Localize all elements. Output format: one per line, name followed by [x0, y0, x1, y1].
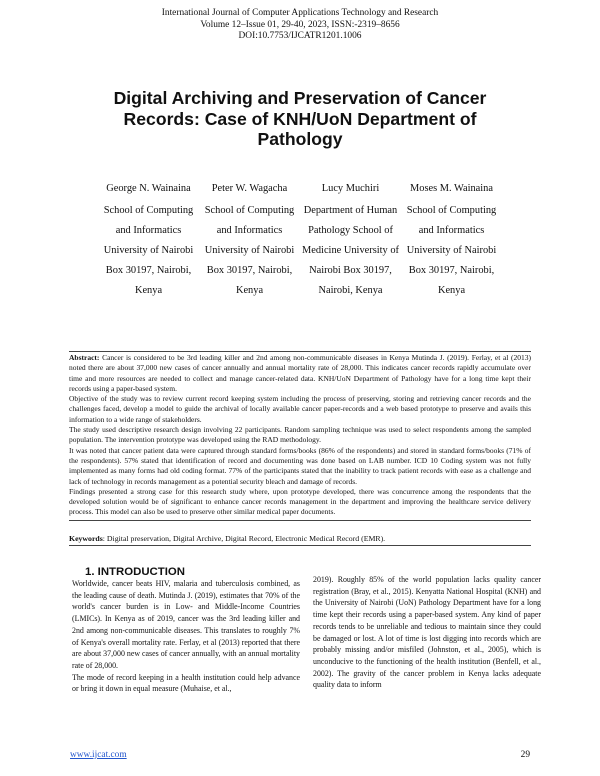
author-name: Lucy Muchiri: [321, 183, 380, 194]
body-paragraph: 2019). Roughly 85% of the world population lacks quality cancer registration (Bray, et al., 2015). Kenyatta National Hospital (KNH) and the University of Nairobi (UoN) Pathology Department have for a long time kept their records using a paper-based system. Any kind of paper records tends to be unreliable and tedious to maintain since they could be damaged or lost. A lot of time is lost digging into records which are probably missing and/or misfiled (Johnston, et al., 2005), which is unconducive to the functioning of the health institution (Benfell, et al., 2002). The gravity of the cancer problem in Kenya lacks adequate quality data to inform: [313, 575, 541, 690]
abstract-paragraph: It was noted that cancer patient data were captured through standard forms/books (86% of the respondents) and stored in standard forms/books (71% of the respondents). 57% stated that identification of record and documenting was done based on LAB number. ICD 10 Coding system was not fully implemented as many forms had old coding format. 77% of the participants stated that the inability to track patient records with ease as a challenge and lack of technology in records management as a potential security bleach and damage of records.: [69, 445, 531, 486]
author-name: George N. Wainaina: [106, 183, 191, 194]
journal-volume: Volume 12–Issue 01, 29-40, 2023, ISSN:-2319–8656: [200, 19, 400, 30]
author-affiliation: Department of Human Pathology School of Medicine University of Nairobi Box 30197, Nairobi, Kenya: [302, 205, 399, 296]
keywords-text: : Digital preservation, Digital Archive, Digital Record, Electronic Medical Record (EMR).: [102, 534, 386, 543]
abstract-paragraph: Objective of the study was to review current record keeping system including the process of preserving, storing and retrieving cancer records and the challenges faced, develop a model to guide the archival of locally available cancer paper-records and a web based prototype to preserve and avails this information to a wide range of stakeholders.: [69, 394, 531, 424]
left-column: [72, 578, 300, 695]
journal-header: [0, 8, 600, 43]
keywords-label: Keywords: [69, 534, 103, 543]
paper-title: Digital Archiving and Preservation of Cancer Records: Case of KNH/UoN Department of Pathology: [113, 88, 487, 149]
abstract-section: [69, 351, 531, 521]
journal-doi: DOI:10.7753/IJCATR1201.1006: [238, 31, 362, 41]
author-affiliation: School of Computing and Informatics University of Nairobi Box 30197, Nairobi, Kenya: [204, 205, 295, 296]
body-paragraph: Worldwide, cancer beats HIV, malaria and tuberculosis combined, as the leading cause of death. Mutinda J. (2019), estimates that 70% of the world's cancer burden is in Low- and Middle-Income Countries (LMICs). In Kenya as of 2019, cancer was the 3rd leading killer and 2nd among non-communicable diseases. This translates to roughly 7% of Kenya's overall mortality rate. Ferlay, et al (2013) reported that there are about 37,000 new cases of cancer annually, with an annual mortality rate of 28,000.: [72, 579, 300, 670]
abstract-label: Abstract:: [69, 353, 100, 362]
abstract-paragraph: Findings presented a strong case for this research study where, upon prototype developed, there was concurrence among the respondents that the developed solution would be of significant to enhance cancer records management in the department and improving the healthcare service delivery process. This model can also be used to preserve other similar medical paper documents.: [69, 486, 531, 517]
abstract-paragraph: Cancer is considered to be 3rd leading killer and 2nd among non-communicable diseases in Kenya Mutinda J. (2019). Ferlay, et al (2013) noted there are about 37,000 new cases of cancer annually and annual mortality rate of 28,000. This indicates cancer records rapidly accumulate over time and more resources are needed to collect and manage cancer-related data. KNH/UoN Department of Pathology have for a long time kept their records using a paper-based system.: [69, 353, 532, 393]
right-column: [313, 574, 541, 691]
journal-name: International Journal of Computer Applications Technology and Research: [161, 8, 439, 18]
section-heading: 1. INTRODUCTION: [85, 566, 185, 578]
journal-link[interactable]: www.ijcat.com: [70, 750, 127, 760]
author-block: [300, 179, 401, 301]
author-affiliation: School of Computing and Informatics University of Nairobi Box 30197, Nairobi, Kenya: [103, 205, 194, 296]
author-block: [199, 179, 300, 301]
body-paragraph: The mode of record keeping in a health institution could help advance or bring it down in equal measure (Muhaise, et al.,: [72, 672, 300, 694]
author-block: [98, 179, 199, 301]
keywords-section: [69, 533, 531, 546]
author-affiliation: School of Computing and Informatics University of Nairobi Box 30197, Nairobi, Kenya: [406, 205, 497, 296]
author-name: Moses M. Wainaina: [410, 183, 493, 194]
author-block: [401, 179, 502, 301]
abstract-paragraph: The study used descriptive research design involving 22 participants. Random sampling technique was used to select respondents among the sampled population. The intervention prototype was developed using the RAD methodology.: [69, 425, 531, 445]
author-list: [98, 179, 502, 301]
page-number: 29: [520, 750, 530, 760]
author-name: Peter W. Wagacha: [211, 183, 288, 194]
